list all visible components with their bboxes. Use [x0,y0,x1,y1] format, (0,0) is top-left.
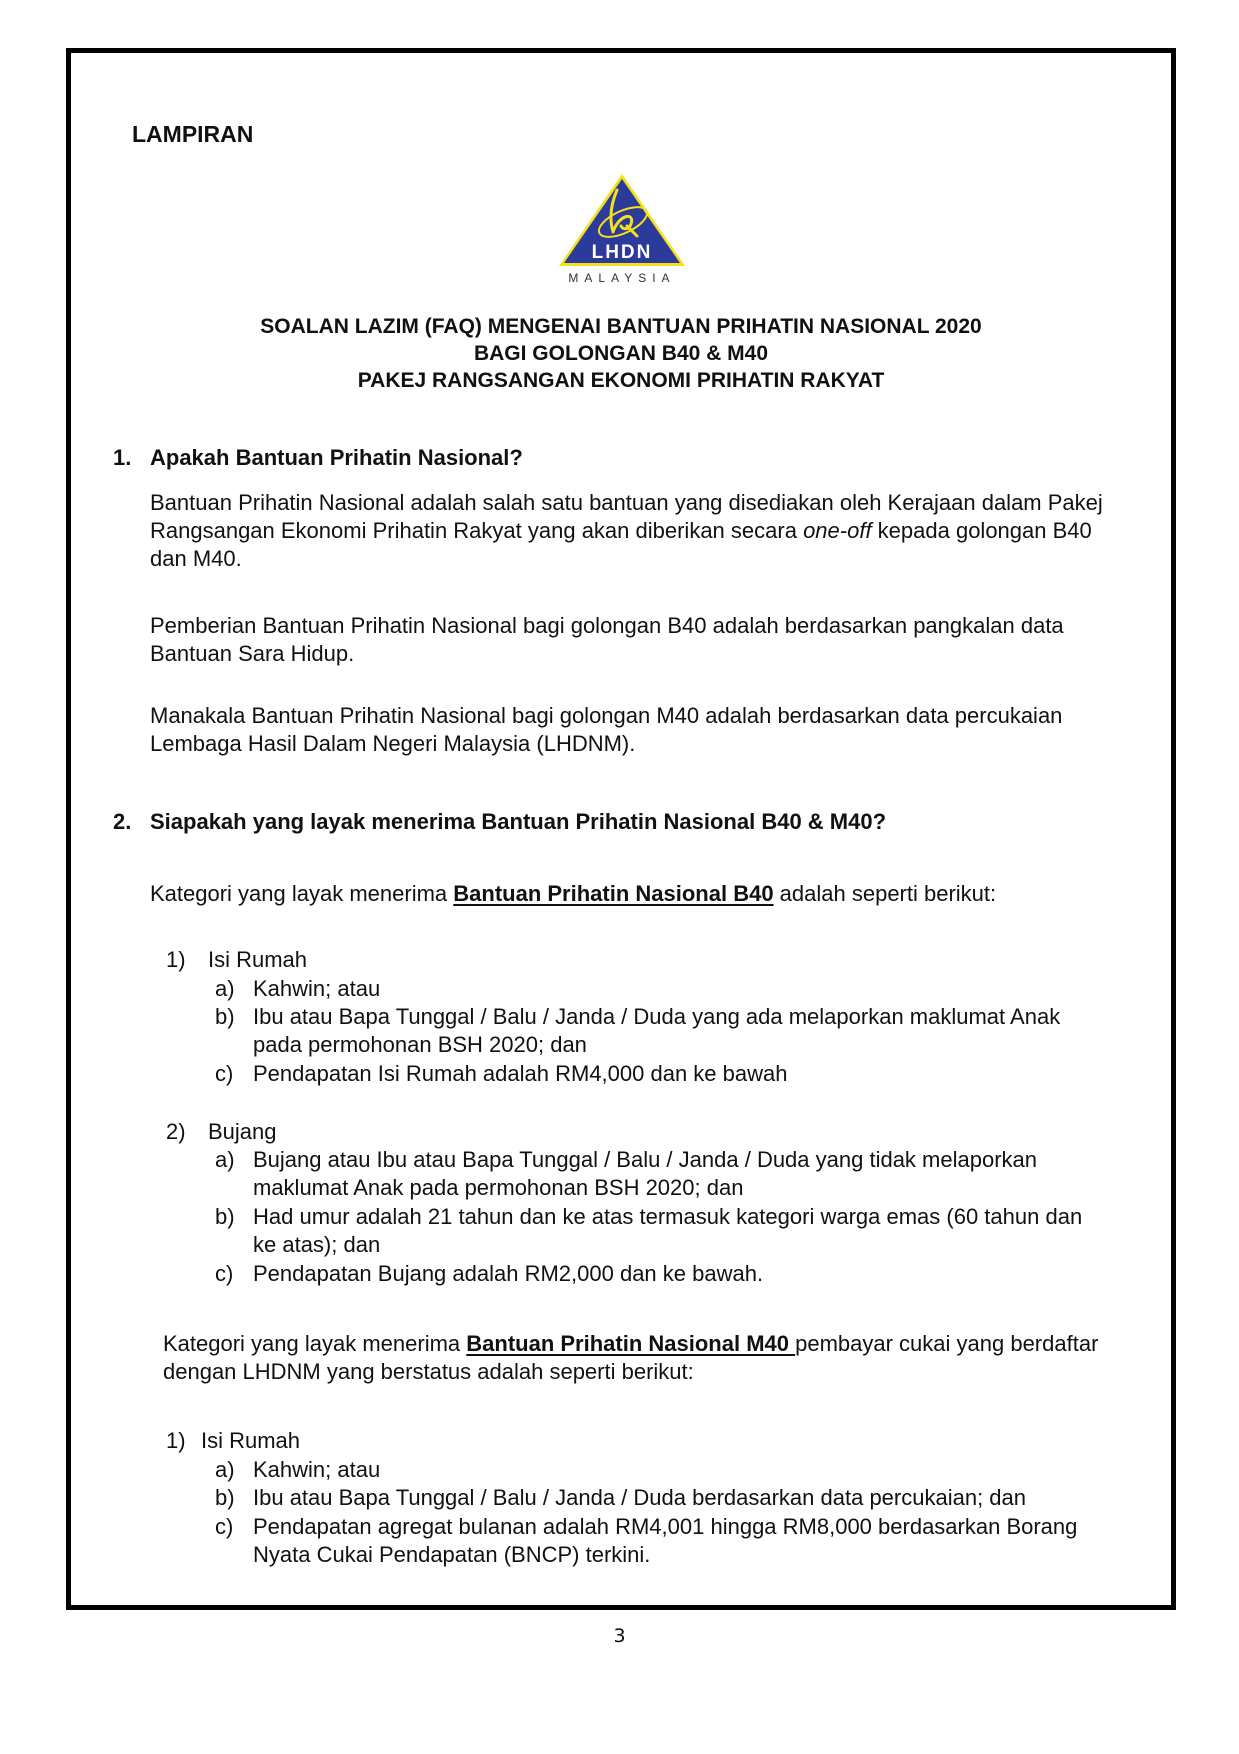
q1-number: 1. [113,445,132,470]
q1-para2-line2: Bantuan Sara Hidup. [150,641,355,666]
m40-intro-text: Kategori yang layak menerima [163,1331,467,1356]
m40-g1-item-b-letter: b) [215,1485,235,1510]
b40-group2-label: Bujang [208,1119,277,1144]
b40-group2-number: 2) [166,1119,186,1144]
q1-para3 [150,702,1126,758]
title-line-2: BAGI GOLONGAN B40 & M40 [473,342,769,365]
b40-g1-item-c-letter: c) [215,1061,234,1086]
b40-g2-item-a-line1: Bujang atau Ibu atau Bapa Tunggal / Balu / Janda / Duda yang tidak melaporkan [253,1147,1037,1172]
q1-para2 [150,612,1126,668]
q1-para1-line3: dan M40. [150,546,242,571]
q1-question: Apakah Bantuan Prihatin Nasional? [150,445,523,470]
b40-g1-item-a-letter: a) [215,976,235,1001]
m40-g1-item-c-line1: Pendapatan agregat bulanan adalah RM4,001 hingga RM8,000 berdasarkan Borang [253,1514,1078,1539]
b40-intro-text-end: adalah seperti berikut: [773,881,997,906]
b40-g2-item-c: Pendapatan Bujang adalah RM2,000 dan ke bawah. [253,1261,764,1286]
q1-para1-line2b: kepada golongan B40 [871,518,1092,543]
b40-g1-item-b [253,1003,1126,1059]
m40-intro-text-end: pembayar cukai yang berdaftar [795,1331,1099,1356]
b40-g2-item-a [253,1146,1126,1202]
logo-subtext: MALAYSIA [568,271,676,285]
q1-para2-line1: Pemberian Bantuan Prihatin Nasional bagi golongan B40 adalah berdasarkan pangkalan data [150,613,1064,638]
b40-g1-item-b-line2: pada permohonan BSH 2020; dan [253,1032,587,1057]
q1-para3-line1: Manakala Bantuan Prihatin Nasional bagi golongan M40 adalah berdasarkan data percukaian [150,703,1063,728]
lampiran-label: LAMPIRAN [132,121,254,147]
b40-intro-bold: Bantuan Prihatin Nasional B40 [453,881,774,906]
m40-g1-item-a: Kahwin; atau [253,1457,381,1482]
b40-g1-item-b-letter: b) [215,1004,235,1029]
q1-para1 [150,489,1126,573]
q1-para3-line2: Lembaga Hasil Dalam Negeri Malaysia (LHDNM). [150,731,636,756]
m40-g1-item-c [253,1513,1126,1569]
b40-group1-label: Isi Rumah [208,947,308,972]
q1-para1-line2a: Rangsangan Ekonomi Prihatin Rakyat yang akan diberikan secara [150,518,804,543]
m40-g1-item-a-letter: a) [215,1457,235,1482]
q1-para1-line1: Bantuan Prihatin Nasional adalah salah satu bantuan yang disediakan oleh Kerajaan dalam Pakej [150,490,1103,515]
q2-question: Siapakah yang layak menerima Bantuan Prihatin Nasional B40 & M40? [150,809,887,834]
b40-g2-item-b-line1: Had umur adalah 21 tahun dan ke atas termasuk kategori warga emas (60 tahun dan [253,1204,1083,1229]
b40-g1-item-c: Pendapatan Isi Rumah adalah RM4,000 dan ke bawah [253,1061,788,1086]
b40-intro-text: Kategori yang layak menerima [150,881,454,906]
page-number: 3 [613,1625,626,1647]
m40-group1-label: Isi Rumah [201,1428,301,1453]
m40-g1-item-b: Ibu atau Bapa Tunggal / Balu / Janda / Duda berdasarkan data percukaian; dan [253,1485,1026,1510]
b40-g1-item-b-line1: Ibu atau Bapa Tunggal / Balu / Janda / Duda yang ada melaporkan maklumat Anak [253,1004,1061,1029]
b40-g2-item-b-letter: b) [215,1204,235,1229]
q2-number: 2. [113,809,132,834]
m40-g1-item-c-line2: Nyata Cukai Pendapatan (BNCP) terkini. [253,1542,651,1567]
b40-g2-item-a-letter: a) [215,1147,235,1172]
b40-intro [150,880,996,908]
m40-g1-item-c-letter: c) [215,1514,234,1539]
b40-g2-item-b [253,1203,1126,1259]
b40-g2-item-c-letter: c) [215,1261,234,1286]
m40-intro-line2: dengan LHDNM yang berstatus adalah seperti berikut: [163,1359,694,1384]
lhdn-logo [547,170,697,288]
title-line-1: SOALAN LAZIM (FAQ) MENGENAI BANTUAN PRIHATIN NASIONAL 2020 [260,315,982,338]
b40-g2-item-b-line2: ke atas); dan [253,1232,381,1257]
q1-para1-italic: one-off [803,518,872,543]
m40-group1-number: 1) [166,1428,186,1453]
title-line-3: PAKEJ RANGSANGAN EKONOMI PRIHATIN RAKYAT [357,369,885,392]
logo-text: LHDN [591,242,653,263]
m40-intro [163,1330,1126,1386]
b40-g2-item-a-line2: maklumat Anak pada permohonan BSH 2020; dan [253,1175,744,1200]
m40-intro-bold: Bantuan Prihatin Nasional M40 [466,1331,796,1356]
b40-group1-number: 1) [166,947,186,972]
b40-g1-item-a: Kahwin; atau [253,976,381,1001]
